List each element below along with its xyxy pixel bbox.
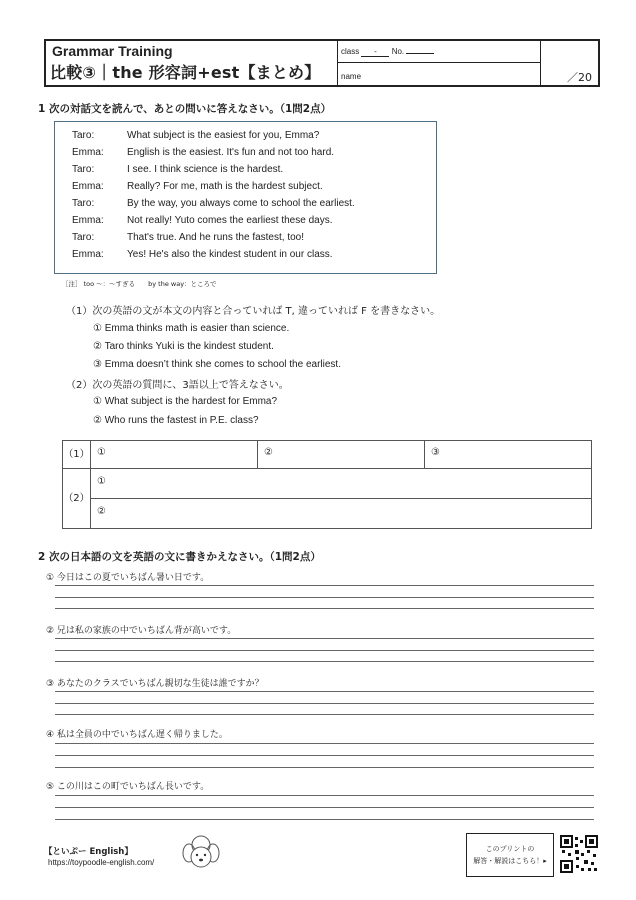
class-field[interactable]: class - No. [341, 47, 434, 57]
question1-heading: （1）次の英語の文が本文の内容と合っていれば T, 違っていれば F を書きなさい。 [66, 306, 441, 317]
row1-label: （1） [62, 440, 91, 469]
series-title: Grammar Training [52, 43, 173, 59]
translation-item: ③ あなたのクラスでいちばん親切な生徒は誰ですか？ [46, 679, 264, 689]
answer-marker: ③ [431, 447, 440, 458]
line-text: That's true. And he runs the fastest, too! [127, 232, 305, 243]
answer-lines-1[interactable] [55, 585, 594, 609]
worksheet-header [44, 39, 600, 87]
speaker: Emma: [72, 147, 104, 158]
line-text: What subject is the easiest for you, Emma? [127, 130, 320, 141]
line-text: Yes! He's also the kindest student in our class. [127, 249, 333, 260]
question2-item: ① What subject is the hardest for Emma? [93, 396, 278, 407]
answer-lines-4[interactable] [55, 743, 594, 768]
score-cell[interactable] [540, 41, 598, 85]
line-text: By the way, you always come to school the earliest. [127, 198, 355, 209]
section2-heading: 2 次の日本語の文を英語の文に書きかえなさい。（1問2点） [38, 551, 321, 563]
line-text: I see. I think science is the hardest. [127, 164, 284, 175]
translation-item: ① 今日はこの夏でいちばん暑い日です。 [46, 573, 210, 583]
name-field[interactable]: name [341, 72, 362, 81]
speaker: Emma: [72, 181, 104, 192]
speaker: Emma: [72, 215, 104, 226]
question1-item: ③ Emma doesn’t think she comes to school the earliest. [93, 359, 341, 370]
row2-label: （2） [62, 468, 91, 529]
poodle-mascot-icon [180, 833, 222, 871]
answer-link-line1: このプリントの [485, 845, 535, 853]
speaker: Taro: [72, 130, 95, 141]
line-text: Really? For me, math is the hardest subject. [127, 181, 323, 192]
question2-item: ② Who runs the fastest in P.E. class? [93, 415, 259, 426]
speaker: Emma: [72, 249, 104, 260]
answer-link-box[interactable] [466, 833, 554, 877]
answer-lines-3[interactable] [55, 691, 594, 715]
answer-cell-1-3[interactable] [424, 440, 592, 469]
brand-name: 【といぷー English】 [44, 847, 133, 857]
answer-cell-2-2[interactable] [90, 498, 592, 529]
answer-link-line2: 解答・解説はこちら！▸ [473, 857, 547, 865]
translation-item: ④ 私は全員の中でいちばん遅く帰りました。 [46, 730, 228, 740]
answer-marker: ② [264, 447, 273, 458]
answer-lines-2[interactable] [55, 638, 594, 662]
answer-marker: ① [97, 447, 106, 458]
answer-table [62, 440, 592, 529]
section1-heading: 1 次の対話文を読んで、あとの問いに答えなさい。（1問2点） [38, 103, 332, 115]
student-info-cell [337, 41, 541, 85]
no-label: No. [391, 47, 405, 56]
speaker: Taro: [72, 164, 95, 175]
question1-item: ① Emma thinks math is easier than science. [93, 323, 290, 334]
line-text: English is the easiest. It's fun and not too hard. [127, 147, 335, 158]
title-cell [46, 41, 338, 85]
class-label: class [341, 47, 360, 56]
answer-cell-2-1[interactable] [90, 468, 592, 499]
question1-item: ② Taro thinks Yuki is the kindest student. [93, 341, 274, 352]
vocab-note: ［注］ too ～：～すぎる by the way：ところで [62, 280, 217, 288]
total-score: ／20 [567, 71, 592, 84]
answer-marker: ② [97, 506, 106, 517]
answer-cell-1-1[interactable] [90, 440, 258, 469]
qr-code-icon[interactable] [560, 835, 598, 873]
question2-heading: （2）次の英語の質問に、3語以上で答えなさい。 [66, 380, 289, 391]
translation-item: ⑤ この川はこの町でいちばん長いです。 [46, 782, 210, 792]
line-text: Not really! Yuto comes the earliest these days. [127, 215, 333, 226]
translation-item: ② 兄は私の家族の中でいちばん背が高いです。 [46, 626, 237, 636]
worksheet-title: 比較③｜the 形容詞+est【まとめ】 [50, 63, 321, 82]
site-url[interactable]: https://toypoodle-english.com/ [48, 858, 155, 867]
answer-cell-1-2[interactable] [257, 440, 425, 469]
speaker: Taro: [72, 198, 95, 209]
answer-marker: ① [97, 476, 106, 487]
speaker: Taro: [72, 232, 95, 243]
answer-lines-5[interactable] [55, 795, 594, 820]
dialog-box [54, 121, 437, 274]
